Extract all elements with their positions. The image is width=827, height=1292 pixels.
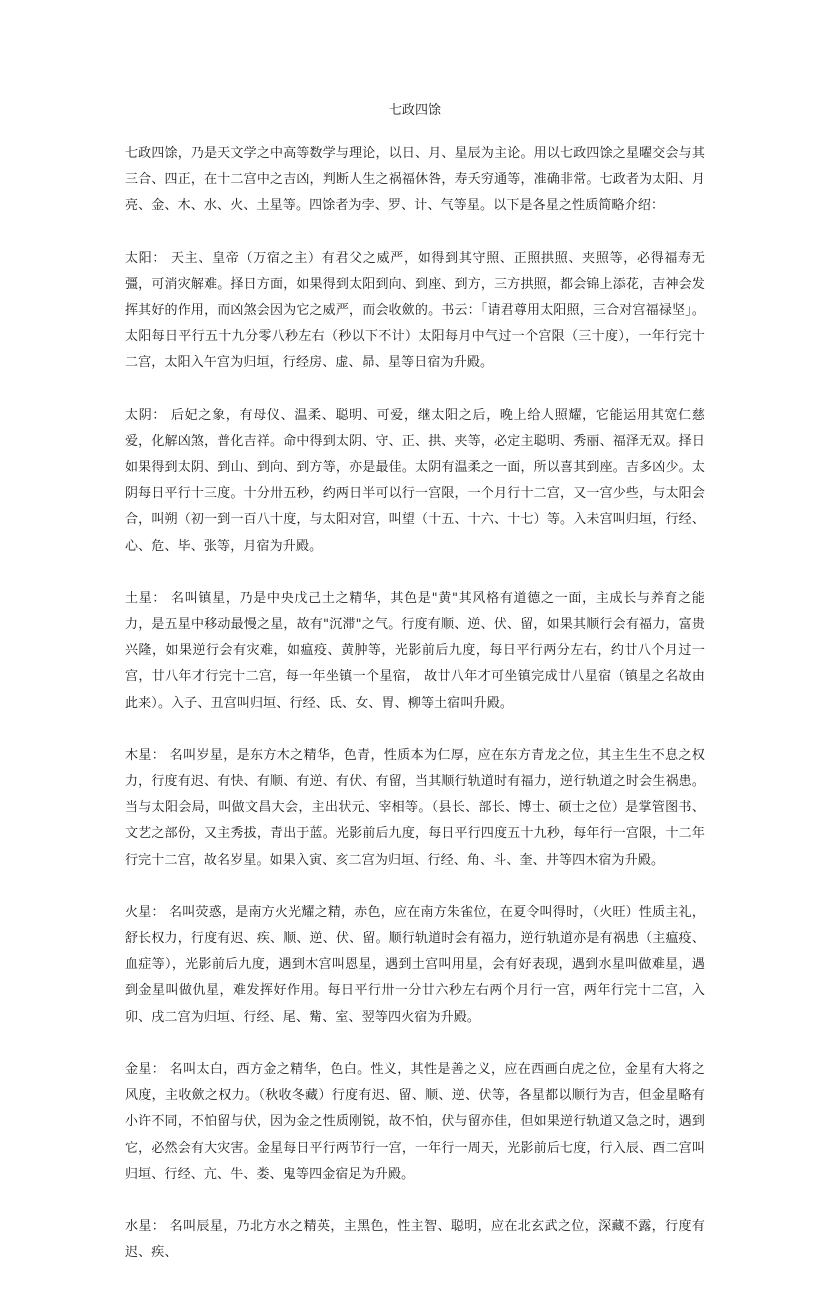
paragraph-jupiter: 木星： 名叫岁星，是东方木之精华，色青，性质本为仁厚，应在东方青龙之位，其主生生不息之权力，行度有迟、有快、有顺、有逆、有伏、有留，当其顺行轨道时有福力，逆行轨道之时会生祸患。当与太阳会局，叫做文昌大会，主出状元、宰相等。（县长、部长、博士、硕士之位）是掌管图书、文艺之部份，又主秀拔，青出于蓝。光影前后九度，每日平行四度五十九秒，每年行一宫限，十二年行完十二宫，故名岁星。如果入寅、亥二宫为归垣、行经、角、斗、奎、井等四木宿为升殿。 <box>125 747 705 868</box>
paragraph-mars: 火星： 名叫荧惑，是南方火光耀之精，赤色，应在南方朱雀位，在夏令叫得时，（火旺）性质主礼，舒长权力，行度有迟、疾、顺、逆、伏、留。顺行轨道时会有福力，逆行轨道亦是有祸患（主瘟疫、血症等），光影前后九度，遇到木宫叫恩星，遇到土宫叫用星，会有好表现，遇到水星叫做难星，遇到金星叫做仇星，难发挥好作用。每日平行卅一分廿六秒左右两个月行一宫，两年行完十二宫，入卯、戌二宫为归垣、行经、尾、觜、室、翌等四火宿为升殿。 <box>125 904 705 1025</box>
paragraph-venus: 金星： 名叫太白，西方金之精华，色白。性义，其性是善之义，应在西画白虎之位，金星有大将之风度，主收歛之权力。（秋收冬藏）行度有迟、留、顺、逆、伏等，各星都以顺行为吉，但金星略有小许不同，不怕留与伏，因为金之性质刚锐，故不怕，伏与留亦佳，但如果逆行轨道又急之时，遇到它，必然会有大灾害。金星每日平行两节行一宫，一年行一周天，光影前后七度，行入辰、酉二宫叫归垣、行经、亢、牛、娄、鬼等四金宿足为升殿。 <box>125 1061 705 1182</box>
paragraph-intro: 七政四馀，乃是天文学之中高等数学与理论，以日、月、星辰为主论。用以七政四馀之星曜交会与其三合、四正，在十二宫中之吉凶，判断人生之祸福休咎，寿夭穷通等，准确非常。七政者为太阳、月亮、金、木、水、火、土星等。四馀者为孛、罗、计、气等星。以下是各星之性质简略介绍： <box>125 146 705 214</box>
paragraph-mercury: 水星： 名叫辰星，乃北方水之精英，主黑色，性主智、聪明，应在北玄武之位，深藏不露，行度有迟、疾、 <box>125 1218 705 1261</box>
paragraph-saturn: 土星： 名叫镇星，乃是中央戊己土之精华，其色是"黄"其风格有道德之一面，主成长与养育之能力，是五星中移动最慢之星，故有"沉滞"之气。行度有顺、逆、伏、留，如果其顺行会有福力，富贵兴隆，如果逆行会有灾难，如瘟疫、黄肿等，光影前后九度，每日平行两分左右，约廿八个月过一宫，廿八年才行完十二宫，每一年坐镇一个星宿， 故廿八年才可坐镇完成廿八星宿（镇星之名故由此来）。入子、丑宫叫归垣、行经、氐、女、胃、柳等土宿叫升殿。 <box>125 590 705 711</box>
paragraph-sun: 太阳： 天主、皇帝（万宿之主）有君父之威严，如得到其守照、正照拱照、夹照等，必得福寿无彊，可消灾解难。择日方面，如果得到太阳到向、到座、到方，三方拱照，都会锦上添花，吉神会发挥其好的作用，而凶煞会因为它之威严，而会收歛的。书云：「请君尊用太阳照，三合对宫福禄坚」。太阳每日平行五十九分零八秒左右（秒以下不计）太阳每月中气过一个宫限（三十度），一年行完十二宫，太阳入午宫为归垣，行经房、虚、昴、星等日宿为升殿。 <box>125 250 705 371</box>
document-body <box>125 141 705 1292</box>
paragraph-moon: 太阴： 后妃之象，有母仪、温柔、聪明、可爱，继太阳之后，晚上给人照耀，它能运用其宽仁慈爱，化解凶煞，普化吉祥。命中得到太阴、守、正、拱、夹等，必定主聪明、秀丽、福泽无双。择日如果得到太阴、到山、到向、到方等，亦是最佳。太阴有温柔之一面，所以喜其到座。吉多凶少。太阴每日平行十三度。十分卅五秒，约两日半可以行一宫限，一个月行十二宫，又一宫少些，与太阳会合，叫朔（初一到一百八十度，与太阳对宫，叫望（十五、十六、十七）等。入未宫叫归垣，行经、心、危、毕、张等，月宿为升殿。 <box>125 407 705 554</box>
document-title: 七政四馀 <box>388 103 441 118</box>
